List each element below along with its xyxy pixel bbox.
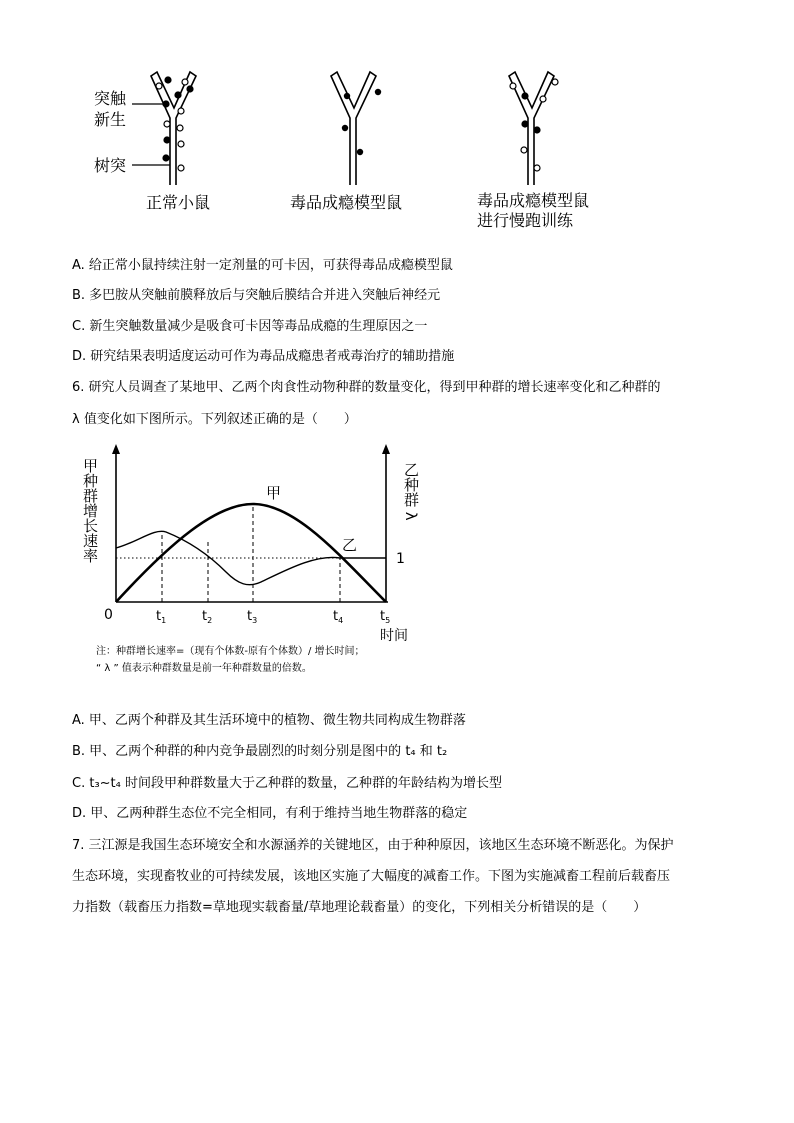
tick-t5: $t_5$ xyxy=(380,609,391,625)
right-axis-title: 乙种群 λ xyxy=(402,462,420,521)
q6-option-a: A. 甲、乙两个种群及其生活环境中的植物、微生物共同构成生物群落 xyxy=(72,713,466,728)
dendrite-model xyxy=(331,72,376,185)
q5-option-c: C. 新生突触数量减少是吸食可卡因等毒品成瘾的生理原因之一 xyxy=(72,319,428,334)
population-chart xyxy=(76,442,420,682)
left-axis-title: 甲种群增长速率 xyxy=(81,458,99,563)
q5-option-a: A. 给正常小鼠持续注射一定剂量的可卡因，可获得毒品成瘾模型鼠 xyxy=(72,258,453,273)
q7-line2: 生态环境，实现畜牧业的可持续发展，该地区实施了大幅度的减畜工作。下图为实施减畜工程前后载畜压 xyxy=(72,869,671,884)
spines-normal xyxy=(156,77,193,171)
q6-option-c: C. t₃~t₄ 时间段甲种群数量大于乙种群的数量，乙种群的年龄结构为增长型 xyxy=(72,776,502,791)
q6-option-d: D. 甲、乙两种群生态位不完全相同，有利于维持当地生物群落的稳定 xyxy=(72,806,468,821)
left-axis-arrow xyxy=(112,444,120,454)
tick-t4: $t_4$ xyxy=(333,609,344,625)
dendrite-model-run xyxy=(509,72,554,185)
q7-line3: 力指数（载畜压力指数=草地现实载畜量/草地理论载畜量）的变化，下列相关分析错误的是（ ） xyxy=(72,900,647,915)
caption-model-run-2: 进行慢跑训练 xyxy=(477,211,574,230)
q6-stem-line1: 6. 研究人员调查了某地甲、乙两个肉食性动物种群的数量变化，得到甲种群的增长速率变化和乙种群的 xyxy=(72,380,661,395)
right-axis-arrow xyxy=(382,444,390,454)
q6-stem-line2: λ 值变化如下图所示。下列叙述正确的是（ ） xyxy=(72,412,357,427)
origin-label: 0 xyxy=(104,607,113,623)
caption-model-run-1: 毒品成瘾模型鼠 xyxy=(477,191,590,210)
q5-option-d: D. 研究结果表明适度运动可作为毒品成瘾患者戒毒治疗的辅助措施 xyxy=(72,349,455,364)
label-synapse-new-1: 突触 xyxy=(94,89,127,108)
x-axis-label: 时间 xyxy=(380,628,408,644)
tick-t3: $t_3$ xyxy=(247,609,258,625)
label-dendrite: 树突 xyxy=(94,156,127,175)
caption-model: 毒品成瘾模型鼠 xyxy=(290,193,403,212)
caption-normal: 正常小鼠 xyxy=(146,193,211,212)
tick-t2: $t_2$ xyxy=(202,609,213,625)
chart-note-line1: 注：种群增长速率=（现有个体数-原有个体数）/ 增长时间； xyxy=(96,646,365,657)
series-label-yi: 乙 xyxy=(342,536,358,554)
q5-option-b: B. 多巴胺从突触前膜释放后与突触后膜结合并进入突触后神经元 xyxy=(72,288,441,303)
q6-option-b: B. 甲、乙两个种群的种内竞争最剧烈的时刻分别是图中的 t₄ 和 t₂ xyxy=(72,744,448,759)
tick-t1: $t_1$ xyxy=(156,609,167,625)
label-synapse-new-2: 新生 xyxy=(94,110,127,129)
series-label-jia: 甲 xyxy=(266,484,282,502)
dendrite-figure xyxy=(0,0,794,240)
chart-note-line2: “ λ ” 值表示种群数量是前一年种群数量的倍数。 xyxy=(96,663,312,674)
right-tick-one: 1 xyxy=(396,551,405,567)
spines-model xyxy=(342,89,381,155)
q7-line1: 7. 三江源是我国生态环境安全和水源涵养的关键地区，由于种种原因，该地区生态环境不断恶化。为保护 xyxy=(72,838,674,853)
